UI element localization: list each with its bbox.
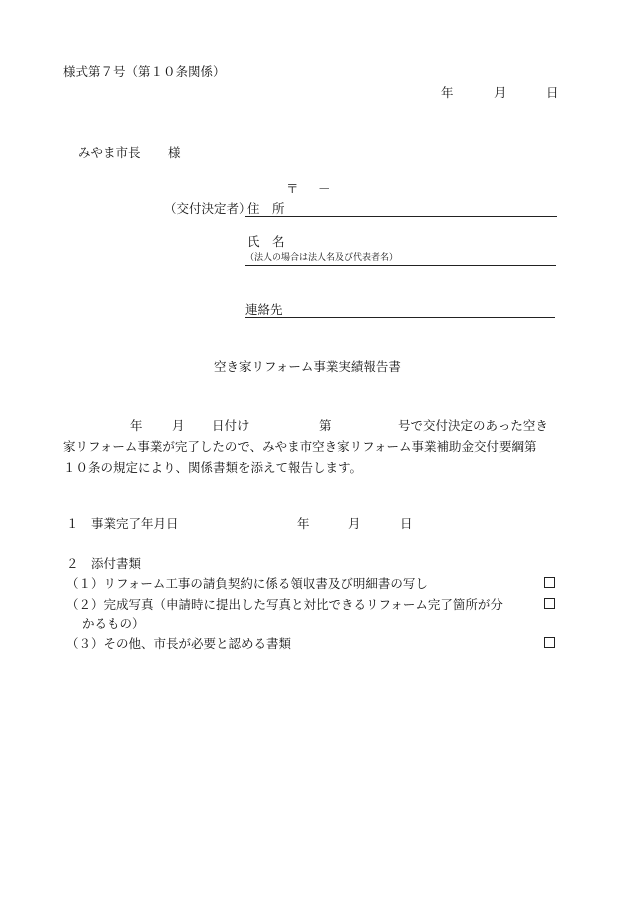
attachment-checkbox-2[interactable] [544,598,555,609]
addressee-name: みやま市長 [78,145,141,160]
body-day-dated: 日付け [212,418,250,433]
applicant-role-label: （交付決定者） [164,201,252,216]
section1-label: １ 事業完了年月日 [66,516,179,531]
date-month: 月 [494,85,507,100]
body-line-2: 家リフォーム事業が完了したので、みやま市空き家リフォーム事業補助金交付要綱第 [63,439,537,454]
name-underline [245,265,556,266]
body-month: 月 [172,418,185,433]
body-line-3: １０条の規定により、関係書類を添えて報告します。 [63,460,363,475]
section2-label: ２ 添付書類 [66,556,142,571]
date-day: 日 [546,85,559,100]
section1-month: 月 [348,516,361,531]
postal-dash: － [318,181,331,196]
section1-day: 日 [400,516,413,531]
attachment-checkbox-1[interactable] [544,577,555,588]
contact-underline [245,317,555,318]
postal-mark: 〒 [286,181,299,196]
attachment-item-2: （２）完成写真（申請時に提出した写真と対比できるリフォーム完了箇所が分 [66,597,503,612]
form-number: 様式第７号（第１０条関係） [63,64,226,79]
name-note: （法人の場合は法人名及び代表者名） [245,253,399,263]
name-label: 氏 名 [247,234,285,249]
address-label: 住 所 [247,201,285,216]
date-year: 年 [441,85,454,100]
section1-year: 年 [297,516,310,531]
document-title: 空き家リフォーム事業実績報告書 [214,359,401,374]
attachment-item-1: （１）リフォーム工事の請負契約に係る領収書及び明細書の写し [66,576,428,591]
body-go-tail: 号で交付決定のあった空き [398,418,548,433]
address-underline [245,216,557,217]
attachment-item-3: （３）その他、市長が必要と認める書類 [66,636,292,651]
attachment-checkbox-3[interactable] [544,637,555,648]
addressee-honorific: 様 [168,145,181,160]
body-year: 年 [130,418,143,433]
body-dai: 第 [319,418,332,433]
contact-label: 連絡先 [245,302,283,317]
attachment-item-2-cont: かるもの） [82,616,145,631]
